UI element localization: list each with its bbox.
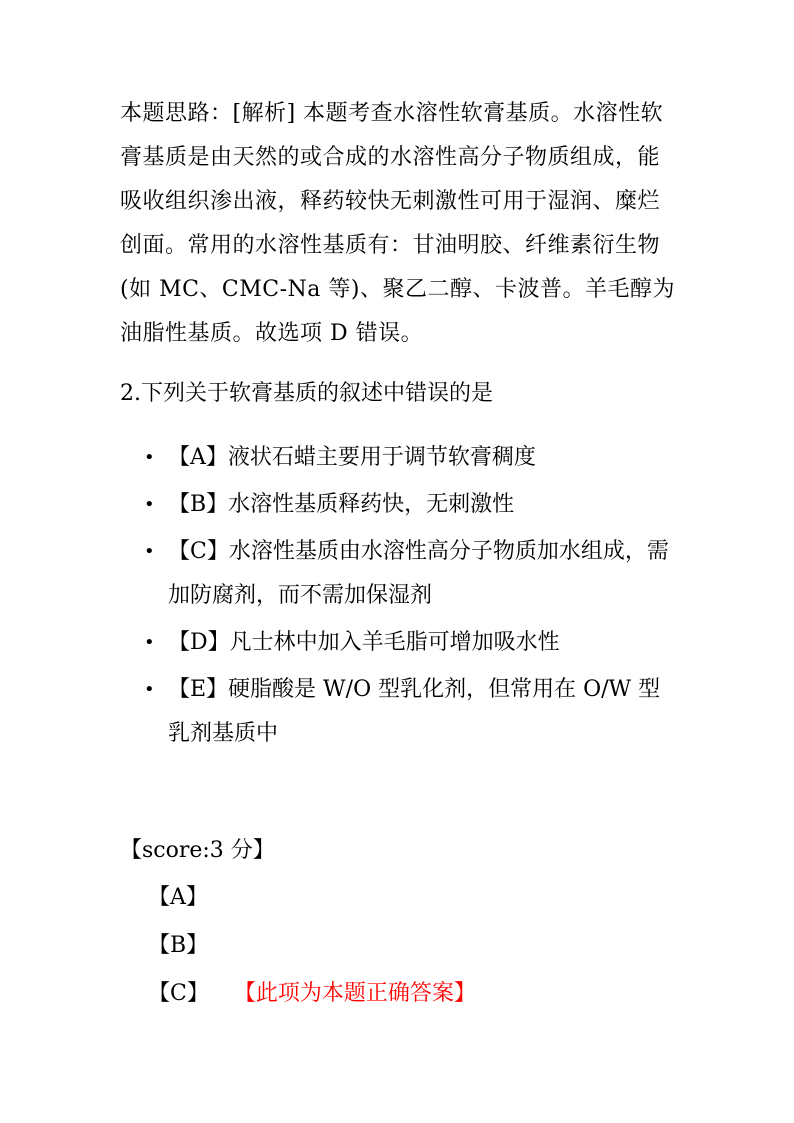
answer-row-b[interactable] [148,924,476,972]
option-d-text: 【D】凡士林中加入羊毛脂可增加吸水性 [168,630,560,655]
bullet-icon: • [144,541,155,562]
option-d[interactable] [140,621,680,665]
bullet-icon: • [144,447,155,468]
options-list [140,436,680,759]
bullet-icon: • [144,679,155,700]
answer-b-label: 【B】 [148,933,209,958]
correct-answer-badge: 【此项为本题正确答案】 [244,981,476,1006]
bullet-icon: • [144,494,155,515]
question-title: 2.下列关于软膏基质的叙述中错误的是 [120,381,493,406]
option-e[interactable] [140,668,680,756]
option-c-text: 【C】水溶性基质由水溶性高分子物质加水组成，需加防腐剂，而不需加保湿剂 [168,539,669,608]
answer-row-a[interactable] [148,876,476,924]
option-b[interactable] [140,483,680,527]
score-label: 【score:3 分】 [120,838,275,863]
option-c[interactable] [140,530,680,618]
option-a[interactable] [140,436,680,480]
answer-list [148,876,476,1020]
option-a-text: 【A】液状石蜡主要用于调节软膏稠度 [168,445,536,470]
answer-row-c[interactable] [148,972,476,1020]
option-b-text: 【B】水溶性基质释药快，无刺激性 [168,492,515,517]
option-e-text: 【E】硬脂酸是 W/O 型乳化剂，但常用在 O/W 型乳剂基质中 [168,677,661,746]
answer-a-label: 【A】 [148,885,208,910]
analysis-paragraph: 本题思路：[解析] 本题考查水溶性软膏基质。水溶性软膏基质是由天然的或合成的水溶性高分子物质组成，能吸收组织渗出液，释药较快无刺激性可用于湿润、糜烂创面。常用的水溶性基质有：甘油明胶、纤维素衍生物(如 MC、CMC-Na 等)、聚乙二醇、卡波普。羊毛醇为油脂性基质。故选项 D 错误。 [120,101,676,346]
answer-c-label: 【C】 [148,981,209,1006]
bullet-icon: • [144,632,155,653]
